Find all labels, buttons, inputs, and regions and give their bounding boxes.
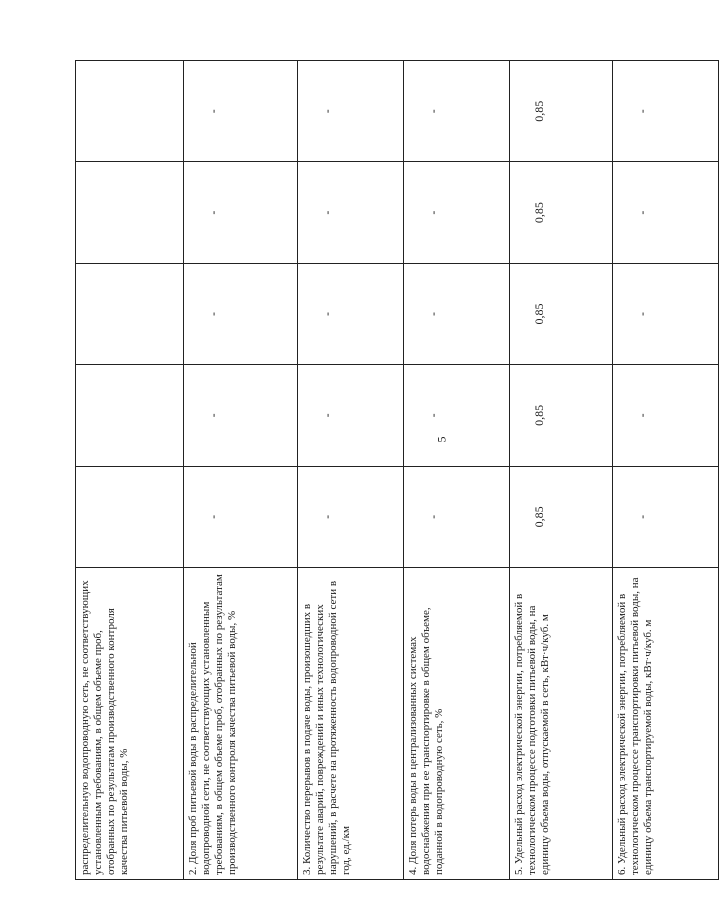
indicator-value: 0,85 [510,466,613,567]
indicator-label: 3. Количество перерывов в подаче воды, произошедших в результате аварий, повреждений и иных технологических нарушений, в расчете на протяженность водопроводной сети в год, ед./км [298,568,404,880]
indicator-label: 4. Доля потерь воды в централизованных системах водоснабжения при ее транспортировке в общем объеме, поданной в водопроводную сеть, % [404,568,510,880]
table-row [298,61,404,880]
indicator-value: - [404,466,510,567]
indicator-label: 2. Доля проб питьевой воды в распределительной водопроводной сети, не соответствующих установленным требованиям, в общем объеме проб, отобранных по результатам производственного контроля качества питьевой воды, % [184,568,298,880]
page-number: 5 [434,436,449,443]
indicator-value: - [184,162,298,263]
indicator-value: 0,85 [510,365,613,466]
table-row [76,61,184,880]
indicator-value: - [184,466,298,567]
indicator-value: - [298,263,404,364]
indicator-label: 5. Удельный расход электрической энергии, потребляемой в технологическом процессе подготовки питьевой воды, на единицу объема воды, отпускаемой в сеть, кВт·ч/куб. м [510,568,613,880]
indicator-value: 0,85 [510,61,613,162]
indicator-value [76,263,184,364]
indicator-value: - [404,61,510,162]
indicator-value: - [184,263,298,364]
table-row [613,61,719,880]
indicator-value: - [298,365,404,466]
indicator-label: 6. Удельный расход электрической энергии, потребляемой в технологическом процессе транспортировки питьевой воды, на единицу объема транспортируемой воды, кВт·ч/куб. м [613,568,719,880]
indicator-value: - [404,365,510,466]
indicator-label: распределительную водопроводную сеть, не соответствующих установленным требованиям, в общем объеме проб, отобранных по результатам производственного контроля качества питьевой воды, % [76,568,184,880]
indicators-table [75,60,719,880]
indicator-value: - [298,162,404,263]
indicator-value [76,162,184,263]
indicator-value: - [613,162,719,263]
indicator-value: - [298,466,404,567]
indicator-value: - [184,61,298,162]
indicator-value: 0,85 [510,263,613,364]
table-row [510,61,613,880]
indicator-value: - [613,61,719,162]
indicator-value: - [298,61,404,162]
indicator-value: - [613,466,719,567]
indicator-value: 0,85 [510,162,613,263]
indicator-value: - [613,365,719,466]
table-row [184,61,298,880]
table-row [404,61,510,880]
indicator-value: - [613,263,719,364]
indicator-value [76,466,184,567]
indicator-value [76,61,184,162]
indicator-value: - [404,263,510,364]
indicator-value: - [404,162,510,263]
indicators-table-wrapper [75,60,654,880]
indicator-value: - [184,365,298,466]
indicator-value [76,365,184,466]
